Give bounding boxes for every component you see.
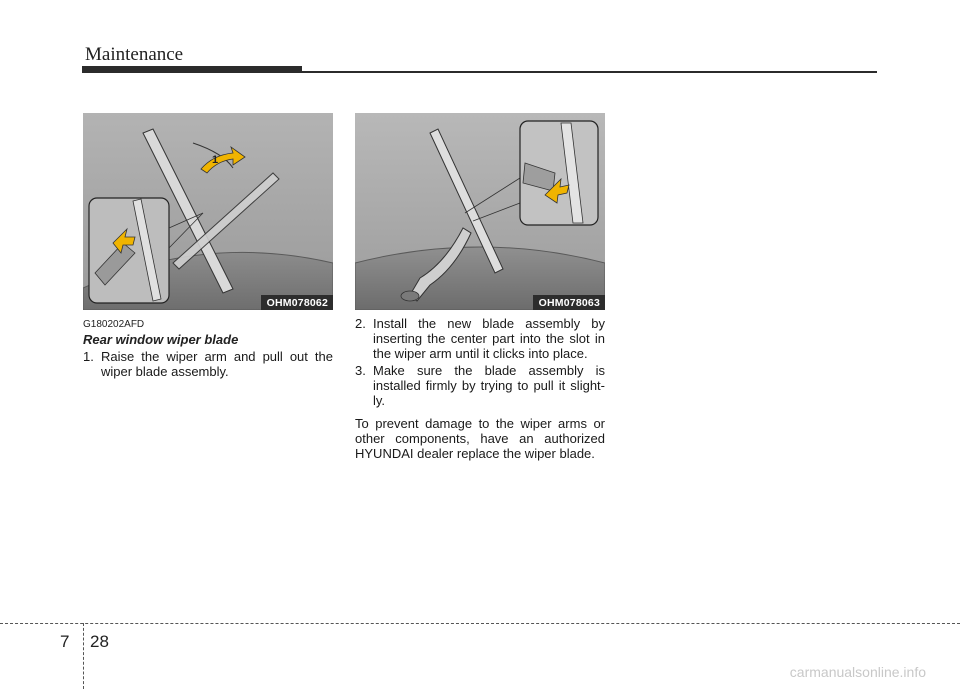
figure-rear-wiper-raise <box>83 113 333 310</box>
figure-rear-wiper-install <box>355 113 605 310</box>
site-watermark: carmanualsonline.info <box>789 664 926 680</box>
page-header-title: Maintenance <box>85 44 184 65</box>
step-item <box>83 349 333 379</box>
header-rule-thick <box>82 66 302 73</box>
step-item <box>355 363 605 408</box>
step-number: 1. <box>83 349 94 364</box>
left-steps <box>83 349 333 379</box>
figure-label: OHM078063 <box>533 295 605 310</box>
step-item <box>355 316 605 361</box>
footer-vertical-dashed-line <box>83 623 84 689</box>
step-number: 2. <box>355 316 366 331</box>
section-subheading: Rear window wiper blade <box>83 332 239 347</box>
right-steps <box>355 316 605 461</box>
page-number: 28 <box>90 632 109 651</box>
chapter-number: 7 <box>60 632 70 651</box>
step-number: 3. <box>355 363 366 378</box>
wiper-raise-illustration <box>83 113 333 310</box>
figure-label: OHM078062 <box>261 295 333 310</box>
step-text: Install the new blade assembly by inserting the center part into the slot in the wiper arm until it clicks into place. <box>373 316 605 361</box>
header-rule-thin <box>302 71 877 73</box>
note-paragraph: To prevent damage to the wiper arms or other components, have an authorized HYUNDAI dealer replace the wiper blade. <box>355 416 605 461</box>
figure-callout-number: 1 <box>212 154 219 166</box>
step-text: Raise the wiper arm and pull out the wiper blade assembly. <box>101 349 333 379</box>
section-code: G180202AFD <box>83 319 145 330</box>
wiper-install-illustration <box>355 113 605 310</box>
footer-dashed-line <box>0 623 960 624</box>
step-text: Make sure the blade assembly is installed firmly by trying to pull it slight-ly. <box>373 363 605 408</box>
